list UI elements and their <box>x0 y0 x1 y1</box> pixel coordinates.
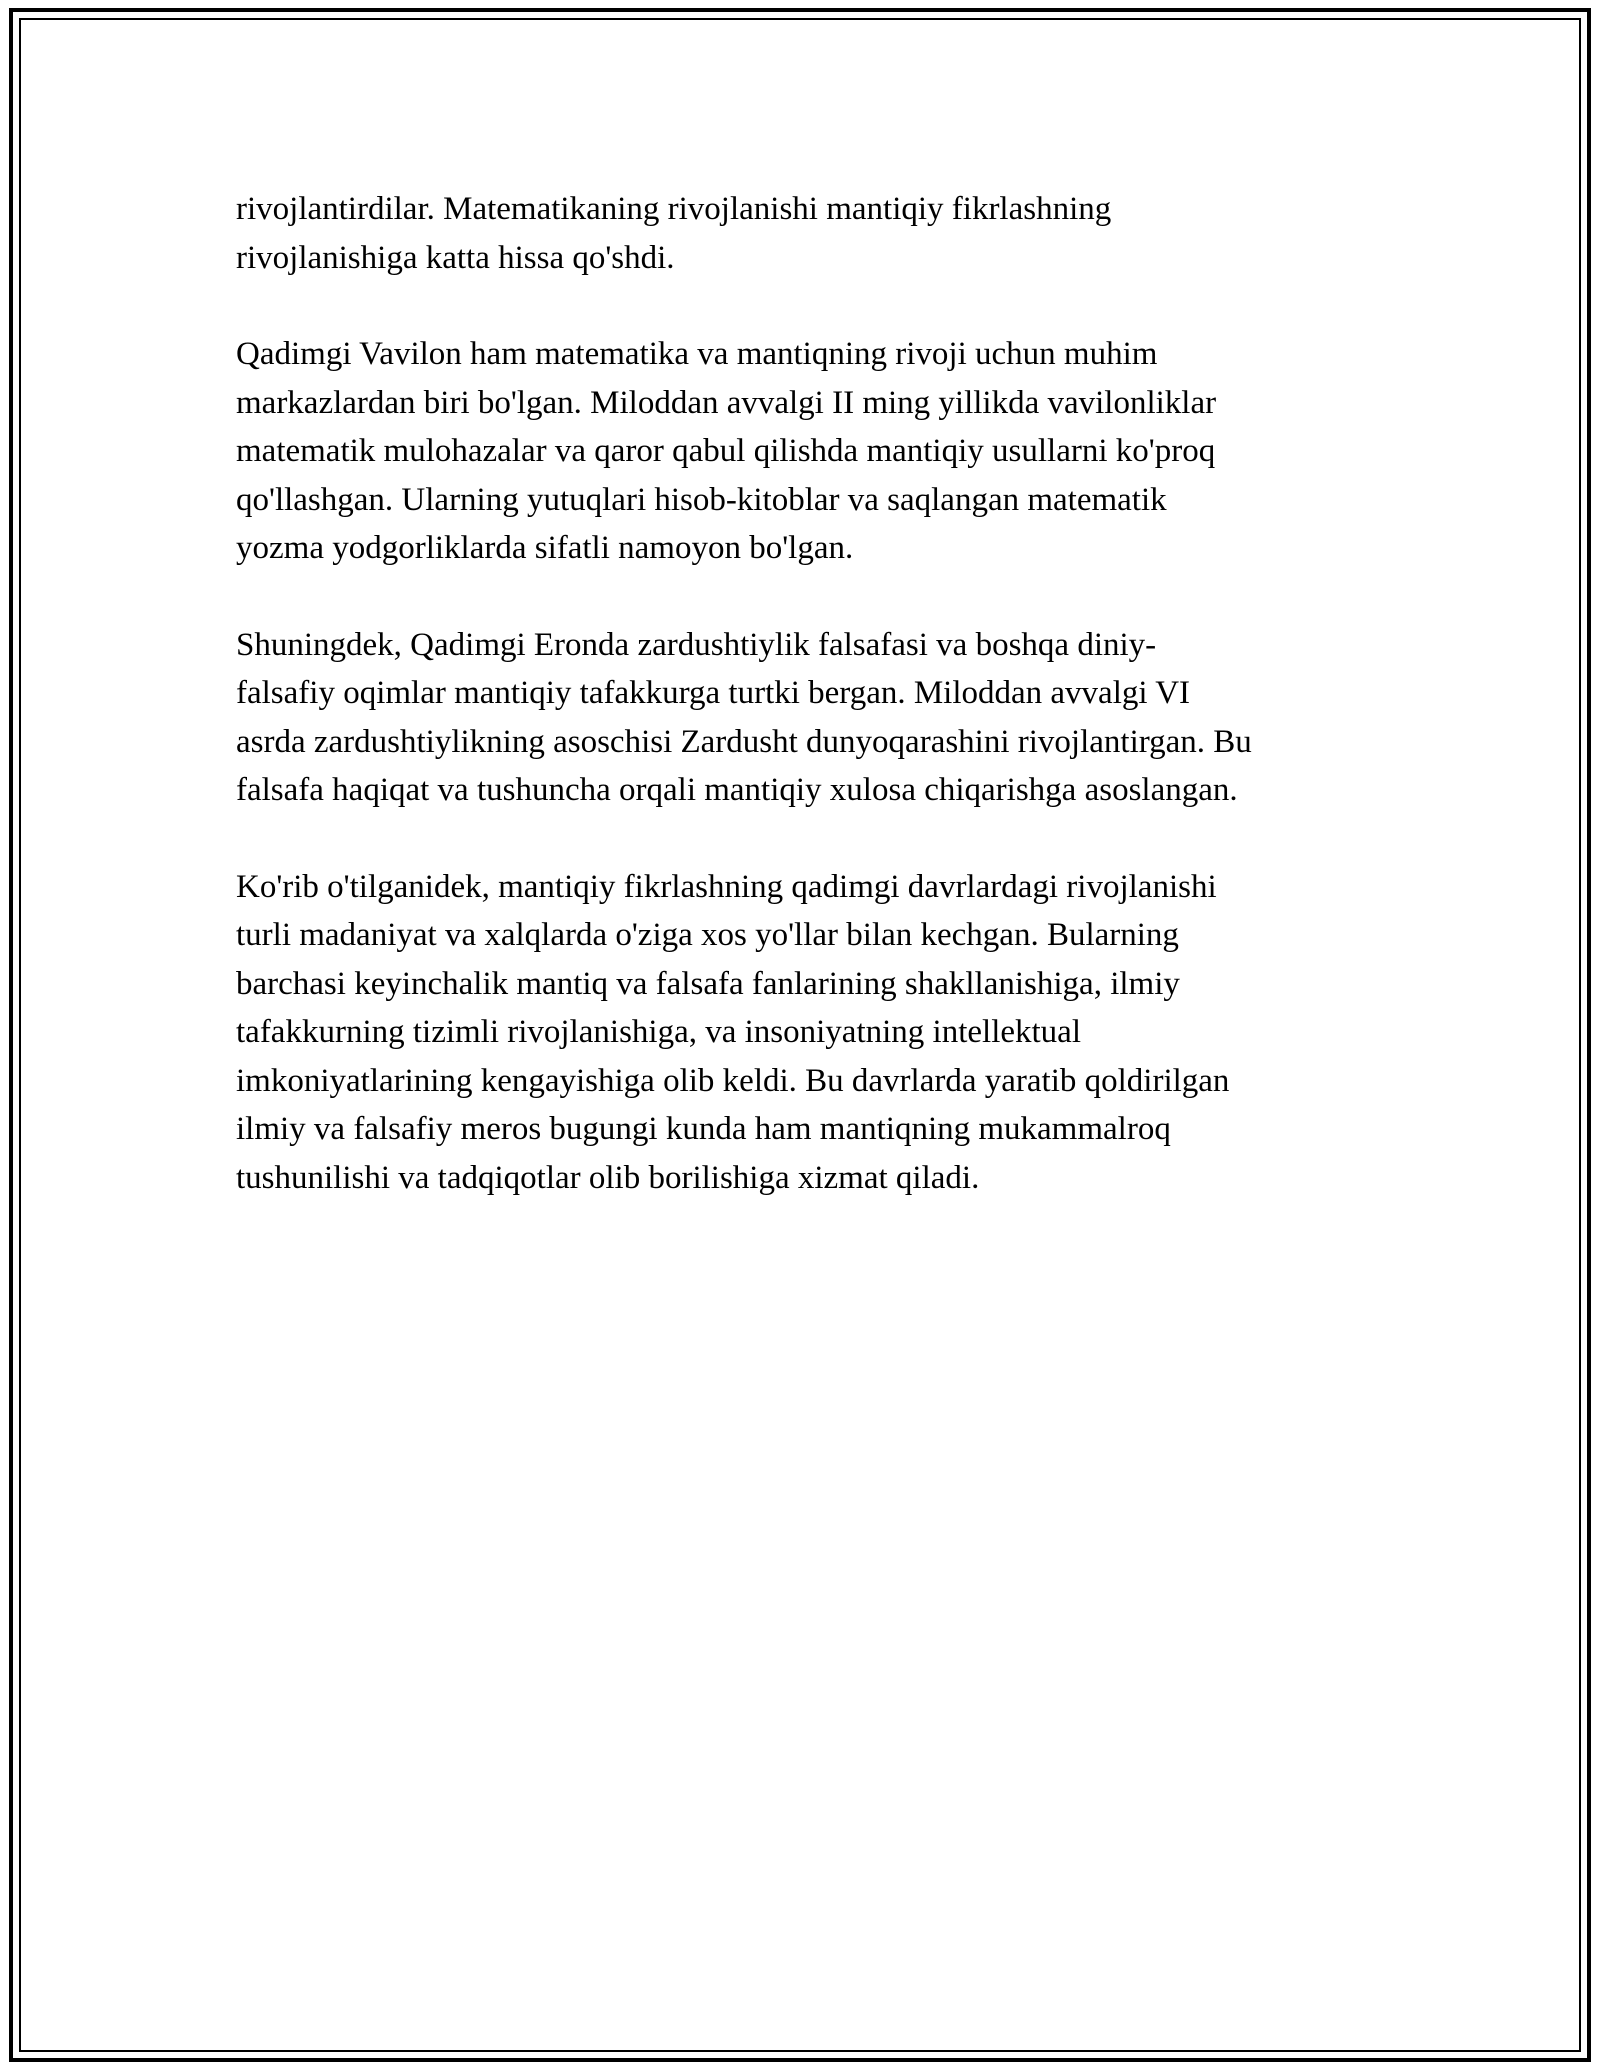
text-line: markazlardan biri bo'lgan. Miloddan avvalgi II ming yillikda vavilonliklar <box>236 384 1217 421</box>
paragraph-4 <box>236 863 1386 1203</box>
text-line: matematik mulohazalar va qaror qabul qilishda mantiqiy usullarni ko'proq <box>236 433 1216 469</box>
text-line: Ko'rib o'tilganidek, mantiqiy fikrlashning qadimgi davrlardagi rivojlanishi <box>236 868 1217 905</box>
text-line: yozma yodgorliklarda sifatli namoyon bo'lgan. <box>236 530 854 566</box>
text-line: ilmiy va falsafiy meros bugungi kunda ham mantiqning mukammalroq <box>236 1111 1171 1147</box>
paragraph-3 <box>236 621 1386 815</box>
text-line: falsafa haqiqat va tushuncha orqali mantiqiy xulosa chiqarishga asoslangan. <box>236 772 1238 808</box>
text-line: Qadimgi Vavilon ham matematika va mantiqning rivoji uchun muhim <box>236 336 1158 372</box>
text-line: rivojlantirdilar. Matematikaning rivojlanishi mantiqiy fikrlashning <box>236 191 1112 227</box>
text-line: barchasi keyinchalik mantiq va falsafa fanlarining shakllanishiga, ilmiy <box>236 965 1180 1002</box>
document-body <box>236 185 1386 1250</box>
text-line: tushunilishi va tadqiqotlar olib borilishiga xizmat qiladi. <box>236 1159 980 1196</box>
text-line: rivojlanishiga katta hissa qo'shdi. <box>236 239 675 276</box>
text-line: turli madaniyat va xalqlarda o'ziga xos yo'llar bilan kechgan. Bularning <box>236 917 1179 953</box>
paragraph-1 <box>236 185 1386 282</box>
paragraph-2 <box>236 330 1386 573</box>
text-line: qo'llashgan. Ularning yutuqlari hisob-kitoblar va saqlangan matematik <box>236 481 1167 518</box>
text-line: falsafiy oqimlar mantiqiy tafakkurga turtki bergan. Miloddan avvalgi VI <box>236 675 1191 711</box>
text-line: tafakkurning tizimli rivojlanishiga, va insoniyatning intellektual <box>236 1014 1081 1050</box>
text-line: asrda zardushtiylikning asoschisi Zardusht dunyoqarashini rivojlantirgan. Bu <box>236 723 1252 760</box>
text-line: imkoniyatlarining kengayishiga olib keldi. Bu davrlarda yaratib qoldirilgan <box>236 1062 1230 1099</box>
text-line: Shuningdek, Qadimgi Eronda zardushtiylik falsafasi va boshqa diniy- <box>236 626 1157 663</box>
